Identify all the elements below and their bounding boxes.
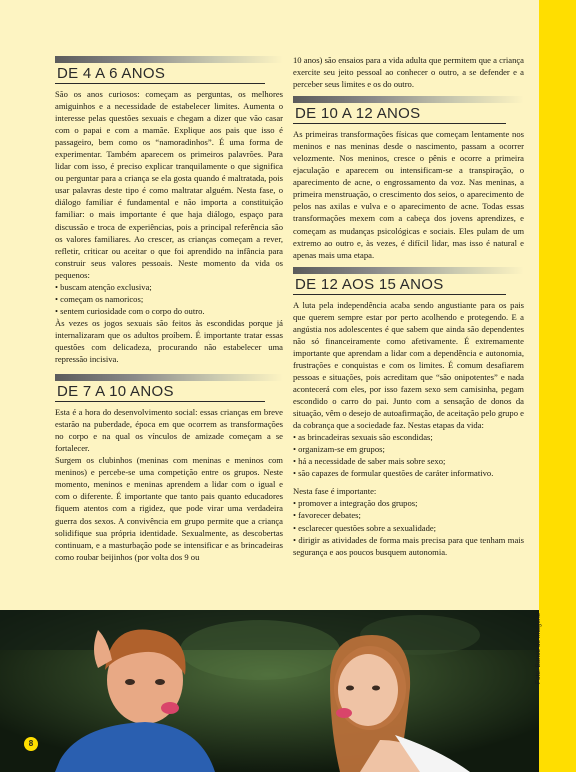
heading-rule: [293, 294, 506, 295]
kids-photo: [0, 610, 539, 772]
section-gradient-bar: [293, 267, 524, 274]
paragraph: Surgem os clubinhos (meninas com meninas e meninos com meninos) e percebe-se uma competição entre os grupos. Neste momento, meninos e meninas aprendem a lidar com o igual e com o diferente. É importante que tanto pais quanto educadores fiquem atentos com a rigidez, que pode virar uma verdadeira guerra dos sexos. A convivência em grupo permite que a criança solidifique sua própria identidade. Sexualmente, as descobertas continuam, e a masturbação pode se intensificar e as brincadeiras como roubar beijinhos (por volta dos 9 ou: [55, 455, 283, 562]
bullet-item: • sentem curiosidade com o corpo do outro.: [55, 305, 205, 316]
section-10-to-12: [293, 96, 524, 261]
right-column: [293, 54, 524, 558]
section-heading: DE 7 A 10 ANOS: [57, 383, 174, 401]
paragraph: Às vezes os jogos sexuais são feitos às escondidas porque já internalizaram que os adultos proíbem. É importante tratar essas questões com delicadeza, procurando não estabelecer uma repressão incisiva.: [55, 317, 283, 365]
section-heading: DE 10 A 12 ANOS: [295, 105, 421, 123]
bullet-item: • esclarecer questões sobre a sexualidade;: [293, 522, 437, 533]
bullet-item: • as brincadeiras sexuais são escondidas;: [293, 432, 433, 443]
section-4-to-6: [55, 56, 283, 365]
page-number: 8: [24, 737, 38, 751]
section-gradient-bar: [55, 374, 283, 381]
heading-rule: [293, 123, 506, 124]
paragraph: Esta é a hora do desenvolvimento social: essas crianças em breve estarão na puberdade, época em que ocorrem as transformações no corpo e na qual os vínculos de amizade começam a se fortalecer.: [55, 407, 283, 454]
paragraph: Nesta fase é importante:: [293, 486, 377, 497]
bullet-item: • favorecer debates;: [293, 510, 361, 521]
heading-rule: [55, 401, 265, 402]
section-7-to-10: [55, 374, 283, 563]
heading-rule: [55, 83, 265, 84]
yellow-side-stripe: [539, 0, 576, 772]
section-gradient-bar: [293, 96, 524, 103]
paragraph: A luta pela independência acaba sendo angustiante para os pais que querem sempre estar por perto acolhendo e protegendo. E a angústia nos adolescentes é que sabem que ainda são dependentes não só financeiramente como afetivamente. É extremamente importante que aprendam a lidar com a dependência e autonomia, frustrações e conquistas e com os limites. É comum desafiarem pessoas e situações, pois acreditam que “são onipotentes” e nada acontecerá com eles, por isso fazem sexo sem camisinha, pegam escondido o carro do pai. Junto com a sensação de donos da situação, vêm o desejo de autoafirmação, de aceitação pelo grupo e da cobrança que a sociedade faz. Nestas etapas da vida:: [293, 299, 524, 431]
section-heading: DE 4 A 6 ANOS: [57, 65, 166, 82]
paragraph-continued: 10 anos) são ensaios para a vida adulta que permitem que a criança exercite seu jeito pessoal ao conhecer o outro, a se defender e a perceber seus limites e os do outro.: [293, 55, 524, 90]
section-heading: DE 12 AOS 15 ANOS: [295, 275, 444, 293]
bullet-item: • são capazes de formular questões de caráter informativo.: [293, 468, 494, 479]
bullet-item: • dirigir as atividades de forma mais precisa para que tenham mais segurança e aos poucos busquem autonomia.: [293, 534, 524, 557]
bullet-item: • começam os namoricos;: [55, 293, 144, 304]
bullet-item: • há a necessidade de saber mais sobre sexo;: [293, 456, 446, 467]
left-column: [55, 56, 283, 563]
photo-illustration: [0, 610, 539, 772]
bullet-item: • promover a integração dos grupos;: [293, 498, 418, 509]
bullet-item: • buscam atenção exclusiva;: [55, 281, 152, 292]
section-12-to-15: [293, 267, 524, 558]
section-gradient-bar: [55, 56, 283, 63]
paragraph: São os anos curiosos: começam as perguntas, os melhores amiguinhos e a necessidade de estabelecer limites. Aumenta o interesse pelas questões sexuais e chegam a dizer que vão casar com o papai e com a mamãe. Explique aos pais que isso é passageiro, bem como os “namoradinhos”. É uma forma de experimentar. Também aparecem os primeiros palavrões. Para lidar com isso, é preciso explicar tranquilamente o que significa ou perguntar para a criança se ela gosta quando é maltratada, pois usar palavras deste tipo é como maltratar alguém. Nesta fase, o diálogo familiar é fundamental e não importa a constituição familiar: o mais importante é que haja diálogo, espaço para discussão e troca de experiências, pois a principal referência são os valores familiares. Ao crescer, as crianças começam a rever, refletir, criticar ou aceitar o que foi aprendido na infância para construir seus valores pessoais. Neste momento da vida os pequenos:: [55, 89, 283, 280]
bullet-item: • organizam-se em grupos;: [293, 444, 385, 455]
paragraph: As primeiras transformações físicas que começam lentamente nos meninos e nas meninas desde o nascimento, passam a ocorrer velozmente. Nos meninos, cresce o pênis e ocorre a primeira ejaculação e aparecem ou intensificam-se a transpiração, o aparecimento de acne, o engrossamento da voz. Nas meninas, a primeira menstruação, o crescimento dos seios, o aparecimento de pelos nas axilas e vulva e o aparecimento de acne. Todas essas transformações mexem com a cabeça dos jovens aprendizes, e começam as mudanças psicológicas e sociais. Eles pulam de um extremo ao outro e, às vezes, é difícil lidar, mas isso é natural e apenas mais uma etapa.: [293, 129, 524, 260]
photo-credit: [524, 612, 542, 772]
photo-credit-text: Foto: Banco de Imagens: [535, 613, 542, 684]
